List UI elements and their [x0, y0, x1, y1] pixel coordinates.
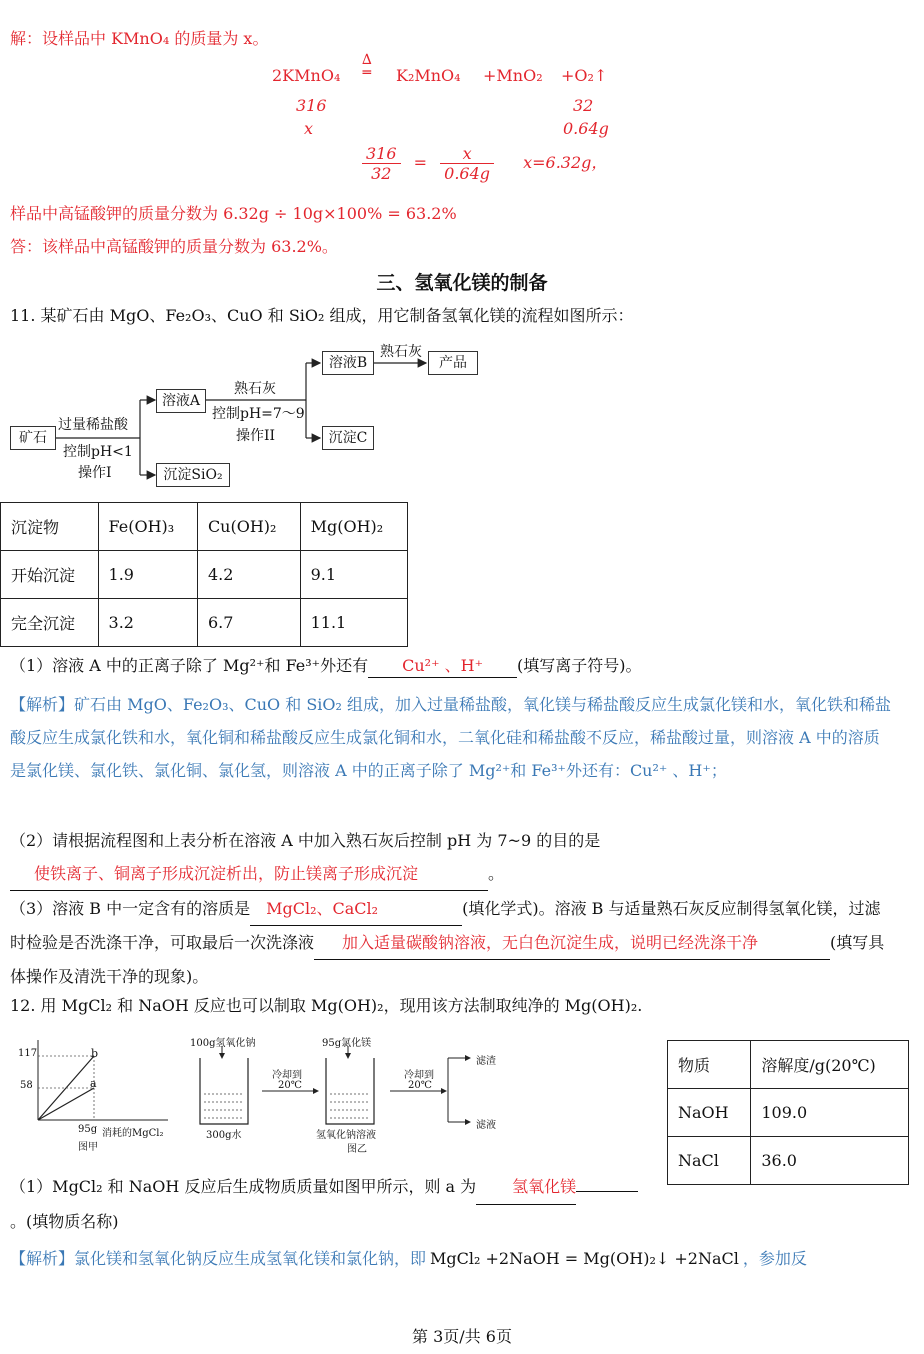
table-cell: 36.0: [751, 1137, 909, 1185]
table-row: [1, 599, 408, 647]
x-result: x=6.32g，: [523, 153, 608, 172]
q11-analysis: [10, 688, 892, 787]
table-header-cell: 溶解度/g(20℃): [751, 1041, 909, 1089]
frac-left-denominator: 32: [371, 164, 392, 183]
table-header-cell: 沉淀物: [1, 503, 99, 551]
q12-part1: （1）MgCl₂ 和 NaOH 反应后生成物质质量如图甲所示，则 a 为 氢氧化镁。(填物质名称): [10, 1170, 650, 1239]
table-cell: 1.9: [98, 551, 197, 599]
graph-x95: 95g: [78, 1124, 98, 1135]
table-cell: 4.2: [197, 551, 300, 599]
table-header-cell: Cu(OH)₂: [197, 503, 300, 551]
frac-left-numerator: 316: [362, 144, 401, 164]
q11-part3: （3）溶液 B 中一定含有的溶质是 MgCl₂、CaCl₂ (填化学式)。溶液 B 与适量熟石灰反应制得氢氧化镁，过滤时检验是否洗涤干净，可取最后一次洗涤液 加入适量碳酸钠溶液，无白色沉淀生成，说明已经洗涤干净 (填写具体操作及清洗干净的现象)。: [10, 892, 892, 993]
beaker-cool1: 冷却到: [272, 1070, 302, 1081]
flow-step2-op: 操作II: [236, 428, 276, 444]
equation-product-1: K₂MnO₄: [396, 66, 461, 85]
beaker-t2: 20℃: [408, 1080, 432, 1091]
table-cell: 6.7: [197, 599, 300, 647]
graph-y117: 117: [18, 1048, 38, 1059]
beaker-water: 300g水: [206, 1130, 242, 1141]
equation-product-3: +O₂↑: [561, 66, 608, 85]
q12-part1-answer: 氢氧化镁: [512, 1177, 577, 1196]
flow-precipitate-c: 沉淀C: [322, 426, 374, 450]
table-cell: 完全沉淀: [1, 599, 99, 647]
equation-heat-sign: ∆ ═: [362, 52, 372, 81]
flow-step2-reagent: 熟石灰: [234, 381, 276, 397]
section-title: 三、氢氧化镁的制备: [376, 272, 548, 294]
q11-part2: （2）请根据流程图和上表分析在溶液 A 中加入熟石灰后控制 pH 为 7~9 的目的是使铁离子、铜离子形成沉淀析出，防止镁离子形成沉淀 。: [10, 824, 892, 891]
equals-sign: =: [413, 153, 428, 172]
flow-step2-ph: 控制pH=7～9: [212, 406, 305, 422]
table-header-cell: 物质: [668, 1041, 751, 1089]
beaker-t1: 20℃: [278, 1080, 302, 1091]
equation-product-2: +MnO₂: [483, 66, 543, 85]
flow-solution-b: 溶液B: [322, 351, 374, 375]
q11-part2-answer: 使铁离子、铜离子形成沉淀析出，防止镁离子形成沉淀: [34, 864, 419, 883]
percent-line: 样品中高锰酸钾的质量分数为 6.32g ÷ 10g×100% = 63.2%: [10, 204, 457, 223]
analysis-equation: MgCl₂ +2NaOH = Mg(OH)₂↓ +2NaCl: [430, 1249, 739, 1268]
ratio-316: 316: [296, 96, 327, 115]
ratio-x: x: [304, 119, 314, 138]
analysis-tag: 【解析】: [10, 1249, 75, 1268]
table-header-cell: Mg(OH)₂: [300, 503, 407, 551]
equation-reactant: 2KMnO₄: [272, 66, 341, 85]
table-header-row: [668, 1041, 909, 1089]
analysis-text: 氯化镁和氢氧化钠反应生成氢氧化镁和氯化钠，即: [74, 1249, 427, 1268]
table-cell: 109.0: [751, 1089, 909, 1137]
table-cell: NaOH: [668, 1089, 751, 1137]
table-cell: 9.1: [300, 551, 407, 599]
analysis-text-tail: ，参加反: [742, 1249, 807, 1268]
graph-caption: 图甲: [78, 1142, 98, 1153]
graph-label-a: a: [90, 1077, 97, 1090]
beaker-naoh-solution: 氢氧化钠溶液: [316, 1130, 376, 1141]
q12-analysis: [10, 1248, 807, 1270]
beaker-naoh: 100g氢氧化钠: [190, 1038, 256, 1049]
beaker-caption: 图乙: [347, 1144, 367, 1155]
beaker-residue: 滤渣: [476, 1056, 496, 1067]
flow-solution-a: 溶液A: [156, 389, 206, 413]
flow-step3-reagent: 熟石灰: [380, 344, 422, 360]
q11-part3-answer-1: MgCl₂、CaCl₂: [266, 899, 379, 918]
table-row: [668, 1137, 909, 1185]
q11-part1: （1）溶液 A 中的正离子除了 Mg²⁺和 Fe³⁺外还有 Cu²⁺ 、H⁺ (填写离子符号)。: [10, 655, 642, 678]
beaker-mgcl2: 95g氯化镁: [322, 1038, 372, 1049]
precipitation-table: [0, 502, 408, 647]
graph-label-b: b: [91, 1047, 99, 1060]
flow-step1-ph: 控制pH<1: [63, 444, 133, 460]
q11-part1-answer: Cu²⁺ 、H⁺: [402, 656, 484, 675]
flow-step1-reagent: 过量稀盐酸: [58, 417, 128, 433]
analysis-text: 矿石由 MgO、Fe₂O₃、CuO 和 SiO₂ 组成，加入过量稀盐酸，氧化镁与稀盐酸反应生成氯化镁和水，氧化铁和稀盐酸反应生成氯化铁和水，氧化铜和稀盐酸反应生成氯化铜和水，二氧化硅和稀盐酸不反应，稀盐酸过量，则溶液 A 中的溶质是氯化镁、氯化铁、氯化铜、氯化氢，则溶液 A 中的正离子除了 Mg²⁺和 Fe³⁺外还有：Cu²⁺ 、H⁺；: [10, 695, 892, 780]
table-header-row: [1, 503, 408, 551]
table-cell: 11.1: [300, 599, 407, 647]
q11-part3-answer-2: 加入适量碳酸钠溶液，无白色沉淀生成，说明已经洗涤干净: [342, 933, 759, 952]
flow-ore: 矿石: [10, 426, 56, 450]
table-cell: 3.2: [98, 599, 197, 647]
frac-right-denominator: 0.64g: [444, 164, 491, 183]
beaker-diagram: [190, 1036, 510, 1140]
q11-stem: 11. 某矿石由 MgO、Fe₂O₃、CuO 和 SiO₂ 组成，用它制备氢氧化镁的流程如图所示：: [10, 306, 634, 325]
solution-intro: 解：设样品中 KMnO₄ 的质量为 x。: [10, 29, 269, 48]
flow-step1-op: 操作I: [78, 465, 112, 481]
table-row: [668, 1089, 909, 1137]
proportion-equation: [362, 144, 607, 183]
graph-xlabel: 消耗的MgCl₂: [102, 1128, 164, 1139]
beaker-filtrate: 滤液: [476, 1120, 496, 1131]
graph-y58: 58: [20, 1080, 33, 1091]
analysis-tag: 【解析】: [10, 695, 75, 714]
ratio-32: 32: [573, 96, 594, 115]
table-cell: 开始沉淀: [1, 551, 99, 599]
answer-line: 答：该样品中高锰酸钾的质量分数为 63.2%。: [10, 237, 338, 256]
solubility-table: [667, 1040, 909, 1185]
flow-precipitate-sio2: 沉淀SiO₂: [156, 463, 230, 487]
table-header-cell: Fe(OH)₃: [98, 503, 197, 551]
table-cell: NaCl: [668, 1137, 751, 1185]
beaker-cool2: 冷却到: [404, 1070, 434, 1081]
flow-product: 产品: [428, 351, 478, 375]
page-footer: 第 3页/共 6页: [412, 1327, 512, 1346]
table-row: [1, 551, 408, 599]
ratio-064: 0.64g: [563, 119, 609, 138]
q12-stem: 12. 用 MgCl₂ 和 NaOH 反应也可以制取 Mg(OH)₂，现用该方法制取纯净的 Mg(OH)₂.: [10, 996, 643, 1015]
frac-right-numerator: x: [440, 144, 494, 164]
